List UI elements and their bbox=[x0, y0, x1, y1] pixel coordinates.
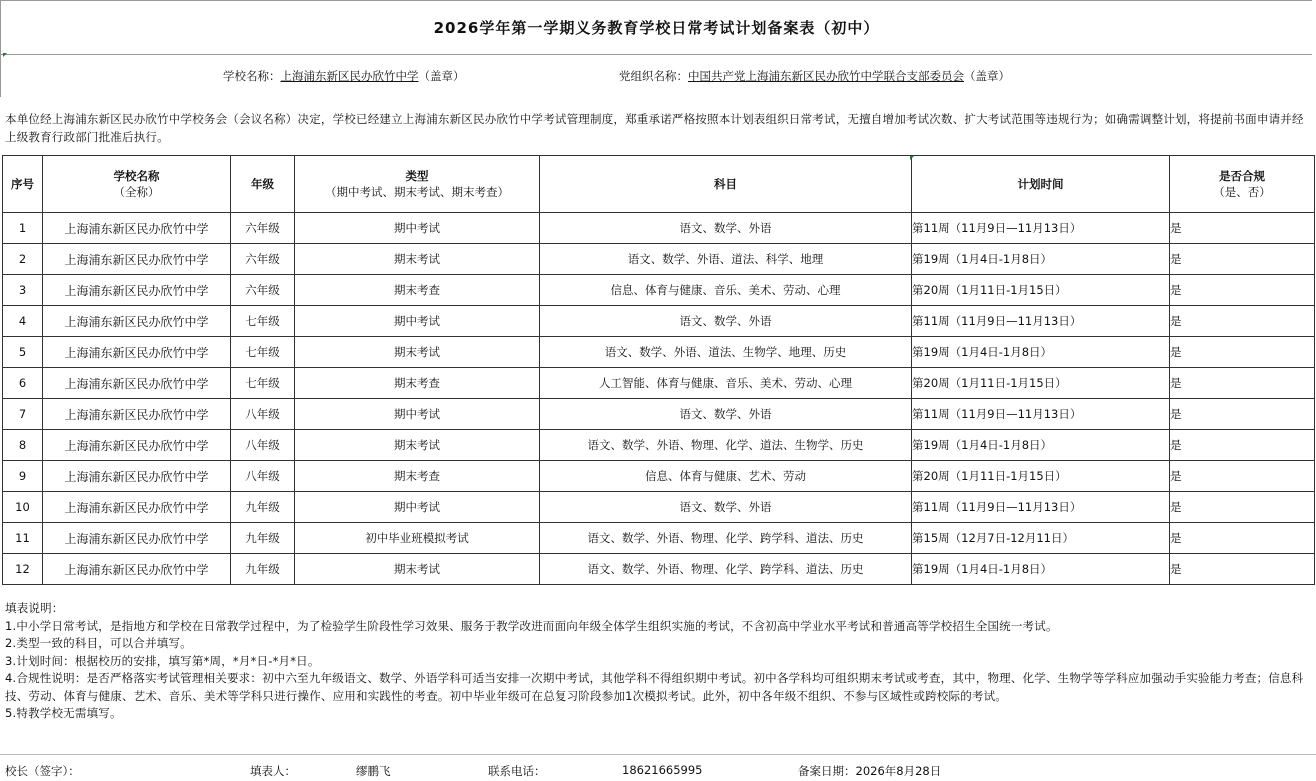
cell-index[interactable]: 3 bbox=[3, 275, 43, 306]
cell-compliant[interactable]: 是 bbox=[1170, 430, 1315, 461]
cell-school[interactable]: 上海浦东新区民办欣竹中学 bbox=[43, 492, 231, 523]
cell-index[interactable]: 11 bbox=[3, 523, 43, 554]
table-row bbox=[3, 554, 1315, 585]
cell-time[interactable]: 第20周（1月11日-1月15日） bbox=[912, 461, 1170, 492]
cell-compliant[interactable]: 是 bbox=[1170, 213, 1315, 244]
school-info bbox=[223, 68, 465, 84]
table-row bbox=[3, 492, 1315, 523]
phone-label: 联系电话： bbox=[488, 764, 546, 778]
cell-compliant[interactable]: 是 bbox=[1170, 554, 1315, 585]
cell-type[interactable]: 期中考试 bbox=[295, 492, 540, 523]
header-time: 计划时间 bbox=[912, 156, 1170, 213]
cell-compliant[interactable]: 是 bbox=[1170, 244, 1315, 275]
note-item: 1.中小学日常考试，是指地方和学校在日常教学过程中，为了检验学生阶段性学习效果、服务于教学改进而面向年级全体学生组织实施的考试，不含初高中学业水平考试和普通高等学校招生全国统一考试。 bbox=[5, 618, 1058, 633]
cell-grade[interactable]: 八年级 bbox=[231, 399, 295, 430]
cell-compliant[interactable]: 是 bbox=[1170, 492, 1315, 523]
cell-type[interactable]: 期末考查 bbox=[295, 368, 540, 399]
cell-subjects[interactable]: 语文、数学、外语、道法、科学、地理 bbox=[540, 244, 912, 275]
school-seal-note: （盖章） bbox=[418, 69, 465, 83]
cell-school[interactable]: 上海浦东新区民办欣竹中学 bbox=[43, 368, 231, 399]
cell-school[interactable]: 上海浦东新区民办欣竹中学 bbox=[43, 337, 231, 368]
cell-type[interactable]: 期中考试 bbox=[295, 306, 540, 337]
exam-plan-table bbox=[2, 155, 1315, 585]
school-name-value: 上海浦东新区民办欣竹中学 bbox=[280, 69, 419, 83]
cell-time[interactable]: 第20周（1月11日-1月15日） bbox=[912, 275, 1170, 306]
cell-type[interactable]: 期末考试 bbox=[295, 554, 540, 585]
cell-subjects[interactable]: 语文、数学、外语、物理、化学、道法、生物学、历史 bbox=[540, 430, 912, 461]
cell-school[interactable]: 上海浦东新区民办欣竹中学 bbox=[43, 244, 231, 275]
header-compliant: 是否合规 （是、否） bbox=[1170, 156, 1315, 213]
table-row bbox=[3, 399, 1315, 430]
filling-instructions bbox=[5, 600, 1305, 723]
cell-type[interactable]: 初中毕业班模拟考试 bbox=[295, 523, 540, 554]
cell-school[interactable]: 上海浦东新区民办欣竹中学 bbox=[43, 399, 231, 430]
cell-time[interactable]: 第11周（11月9日—11月13日） bbox=[912, 306, 1170, 337]
cell-school[interactable]: 上海浦东新区民办欣竹中学 bbox=[43, 523, 231, 554]
table-row bbox=[3, 368, 1315, 399]
party-seal-note: （盖章） bbox=[964, 69, 1010, 83]
cell-index[interactable]: 1 bbox=[3, 213, 43, 244]
cell-time[interactable]: 第19周（1月4日-1月8日） bbox=[912, 244, 1170, 275]
phone-number: 18621665995 bbox=[622, 763, 703, 777]
cell-type[interactable]: 期末考查 bbox=[295, 275, 540, 306]
cell-compliant[interactable]: 是 bbox=[1170, 337, 1315, 368]
filler-name: 缪鹏飞 bbox=[356, 764, 391, 778]
cell-time[interactable]: 第20周（1月11日-1月15日） bbox=[912, 368, 1170, 399]
cell-time[interactable]: 第19周（1月4日-1月8日） bbox=[912, 337, 1170, 368]
table-row bbox=[3, 337, 1315, 368]
cell-time[interactable]: 第11周（11月9日—11月13日） bbox=[912, 492, 1170, 523]
cell-compliant[interactable]: 是 bbox=[1170, 461, 1315, 492]
party-name-label: 党组织名称： bbox=[619, 69, 688, 83]
notes-heading: 填表说明： bbox=[5, 601, 64, 615]
header-grade: 年级 bbox=[231, 156, 295, 213]
cell-grade[interactable]: 九年级 bbox=[231, 523, 295, 554]
cell-grade[interactable]: 八年级 bbox=[231, 461, 295, 492]
party-name-value: 中国共产党上海浦东新区民办欣竹中学联合支部委员会 bbox=[688, 69, 964, 83]
declaration-text: 本单位经上海浦东新区民办欣竹中学校务会（会议名称）决定，学校已经建立上海浦东新区民办欣竹中学考试管理制度，郑重承诺严格按照本计划表组织日常考试，无擅自增加考试次数、扩大考试范围等违规行为；如确需调整计划，将提前书面申请并经上级教育行政部门批准后执行。 bbox=[5, 112, 1304, 144]
cell-type[interactable]: 期末考试 bbox=[295, 337, 540, 368]
table-row bbox=[3, 430, 1315, 461]
table-row bbox=[3, 213, 1315, 244]
note-item: 3.计划时间：根据校历的安排，填写第*周，*月*日-*月*日。 bbox=[5, 653, 320, 668]
cell-time[interactable]: 第11周（11月9日—11月13日） bbox=[912, 213, 1170, 244]
title-row bbox=[0, 0, 1312, 55]
cell-subjects[interactable]: 语文、数学、外语、物理、化学、跨学科、道法、历史 bbox=[540, 523, 912, 554]
cell-compliant[interactable]: 是 bbox=[1170, 306, 1315, 337]
header-school: 学校名称 （全称） bbox=[43, 156, 231, 213]
cell-school[interactable]: 上海浦东新区民办欣竹中学 bbox=[43, 430, 231, 461]
cell-subjects[interactable]: 语文、数学、外语 bbox=[540, 213, 912, 244]
cell-grade[interactable]: 九年级 bbox=[231, 492, 295, 523]
filing-date: 备案日期：2026年8月28日 bbox=[798, 764, 942, 778]
cell-grade[interactable]: 六年级 bbox=[231, 275, 295, 306]
cell-subjects[interactable]: 语文、数学、外语、物理、化学、跨学科、道法、历史 bbox=[540, 554, 912, 585]
cell-type[interactable]: 期中考试 bbox=[295, 399, 540, 430]
info-row bbox=[0, 55, 1312, 97]
cell-subjects[interactable]: 信息、体育与健康、艺术、劳动 bbox=[540, 461, 912, 492]
cell-subjects[interactable]: 语文、数学、外语、道法、生物学、地理、历史 bbox=[540, 337, 912, 368]
table-header-row bbox=[3, 156, 1315, 213]
table-row bbox=[3, 461, 1315, 492]
cell-time[interactable]: 第11周（11月9日—11月13日） bbox=[912, 399, 1170, 430]
signature-footer bbox=[0, 754, 1316, 781]
cell-type[interactable]: 期末考试 bbox=[295, 244, 540, 275]
cell-grade[interactable]: 七年级 bbox=[231, 337, 295, 368]
cell-type[interactable]: 期中考试 bbox=[295, 213, 540, 244]
cell-compliant[interactable]: 是 bbox=[1170, 368, 1315, 399]
header-type: 类型 （期中考试、期末考试、期末考查） bbox=[295, 156, 540, 213]
cell-compliant[interactable]: 是 bbox=[1170, 399, 1315, 430]
cell-compliant[interactable]: 是 bbox=[1170, 523, 1315, 554]
cell-time[interactable]: 第19周（1月4日-1月8日） bbox=[912, 554, 1170, 585]
cell-index[interactable]: 7 bbox=[3, 399, 43, 430]
note-item: 4.合规性说明：是否严格落实考试管理相关要求：初中六至九年级语文、数学、外语学科可适当安排一次期中考试，其他学科不得组织期中考试。初中各学科均可组织期末考试或考查，其中，物理、化学、生物学等学科应加强动手实验能力考查；信息科技、劳动、体育与健康、艺术、音乐、美术等学科只进行操作、应用和实践性的考查。初中毕业年级可在总复习阶段参加1次模拟考试。此外，初中各年级不组织、不参与区域性或跨校际的考试。 bbox=[5, 671, 1304, 703]
cell-subjects[interactable]: 人工智能、体育与健康、音乐、美术、劳动、心理 bbox=[540, 368, 912, 399]
cell-grade[interactable]: 七年级 bbox=[231, 368, 295, 399]
note-item: 2.类型一致的科目，可以合并填写。 bbox=[5, 636, 192, 650]
table-row bbox=[3, 523, 1315, 554]
header-index: 序号 bbox=[3, 156, 43, 213]
cell-index[interactable]: 6 bbox=[3, 368, 43, 399]
cell-index[interactable]: 12 bbox=[3, 554, 43, 585]
cell-school[interactable]: 上海浦东新区民办欣竹中学 bbox=[43, 306, 231, 337]
principal-signature-label: 校长（签字）： bbox=[5, 764, 80, 778]
cell-school[interactable]: 上海浦东新区民办欣竹中学 bbox=[43, 275, 231, 306]
cell-grade[interactable]: 九年级 bbox=[231, 554, 295, 585]
cell-subjects[interactable]: 信息、体育与健康、音乐、美术、劳动、心理 bbox=[540, 275, 912, 306]
school-name-label: 学校名称： bbox=[223, 69, 281, 83]
cell-subjects[interactable]: 语文、数学、外语 bbox=[540, 399, 912, 430]
cell-subjects[interactable]: 语文、数学、外语 bbox=[540, 306, 912, 337]
cell-index[interactable]: 8 bbox=[3, 430, 43, 461]
cell-school[interactable]: 上海浦东新区民办欣竹中学 bbox=[43, 461, 231, 492]
cell-grade[interactable]: 八年级 bbox=[231, 430, 295, 461]
cell-index[interactable]: 9 bbox=[3, 461, 43, 492]
cell-index[interactable]: 10 bbox=[3, 492, 43, 523]
cell-school[interactable]: 上海浦东新区民办欣竹中学 bbox=[43, 554, 231, 585]
cell-type[interactable]: 期末考查 bbox=[295, 461, 540, 492]
party-info bbox=[619, 68, 1010, 84]
cell-type[interactable]: 期末考试 bbox=[295, 430, 540, 461]
page-title: 2026学年第一学期义务教育学校日常考试计划备案表（初中） bbox=[433, 19, 880, 37]
cell-grade[interactable]: 六年级 bbox=[231, 213, 295, 244]
cell-index[interactable]: 4 bbox=[3, 306, 43, 337]
cell-time[interactable]: 第15周（12月7日-12月11日） bbox=[912, 523, 1170, 554]
cell-subjects[interactable]: 语文、数学、外语 bbox=[540, 492, 912, 523]
cell-index[interactable]: 5 bbox=[3, 337, 43, 368]
cell-comment-marker bbox=[910, 156, 914, 160]
cell-grade[interactable]: 六年级 bbox=[231, 244, 295, 275]
cell-index[interactable]: 2 bbox=[3, 244, 43, 275]
cell-time[interactable]: 第19周（1月4日-1月8日） bbox=[912, 430, 1170, 461]
cell-grade[interactable]: 七年级 bbox=[231, 306, 295, 337]
note-item: 5.特教学校无需填写。 bbox=[5, 706, 122, 720]
cell-school[interactable]: 上海浦东新区民办欣竹中学 bbox=[43, 213, 231, 244]
table-row bbox=[3, 244, 1315, 275]
filler-label: 填表人： bbox=[250, 764, 296, 778]
header-subjects: 科目 bbox=[540, 156, 912, 213]
table-row bbox=[3, 275, 1315, 306]
table-row bbox=[3, 306, 1315, 337]
cell-compliant[interactable]: 是 bbox=[1170, 275, 1315, 306]
